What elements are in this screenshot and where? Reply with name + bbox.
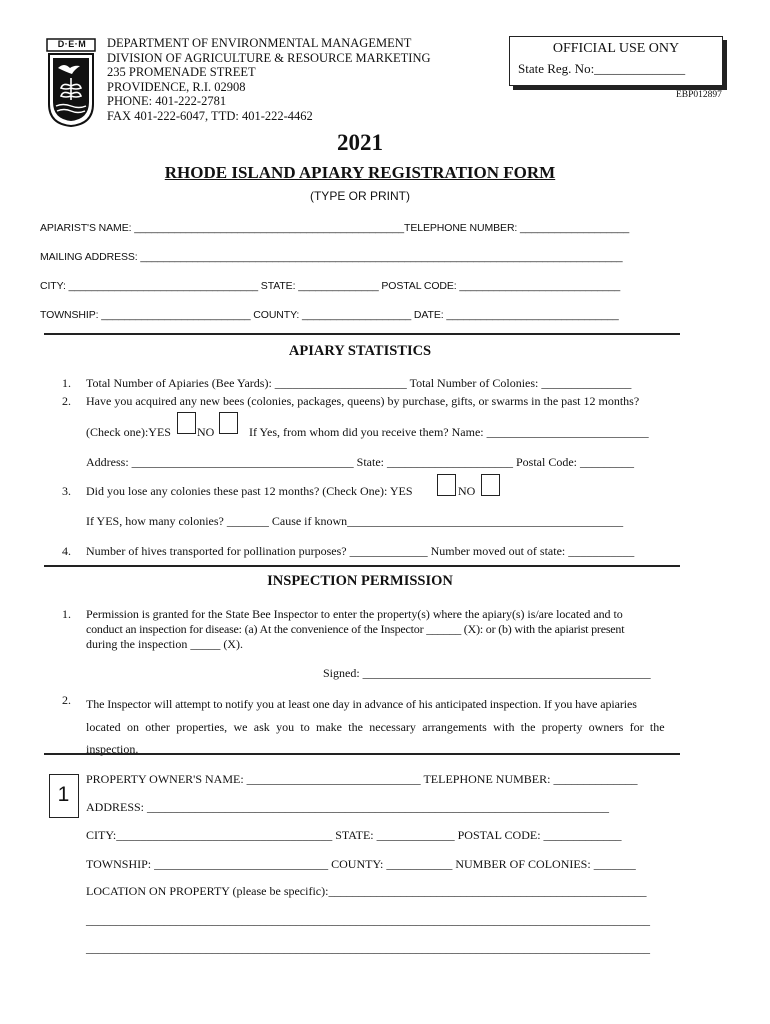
state-reg-field[interactable]: State Reg. No:______________ (518, 61, 686, 76)
notification-line: inspection. (86, 742, 139, 756)
form-code: EBP012897 (676, 90, 722, 100)
agency-line: PHONE: 401-222-2781 (107, 94, 227, 109)
property-number-box (49, 774, 79, 818)
apiarist-name-field[interactable]: APIARIST'S NAME: _______________________________________________TELEPHONE NUMBER: ___________________ (40, 222, 630, 234)
agency-line: 235 PROMENADE STREET (107, 65, 256, 80)
agency-line: DIVISION OF AGRICULTURE & RESOURCE MARKETING (107, 50, 431, 65)
lost-colonies-question: Did you lose any colonies these past 12 months? (Check One): YES (86, 484, 413, 498)
permission-line: Permission is granted for the State Bee Inspector to enter the property(s) where the apiary(s) is/are located and to (86, 607, 623, 621)
official-use-title: OFFICIAL USE ONY (552, 41, 680, 56)
section-divider (44, 753, 680, 755)
form-year: 2021 (337, 130, 383, 155)
agency-line: DEPARTMENT OF ENVIRONMENTAL MANAGEMENT (107, 36, 412, 50)
lost-colonies-count-field[interactable]: If YES, how many colonies? _______ Cause if known______________________________________________ (86, 514, 624, 528)
notification-line: The Inspector will attempt to notify you at least one day in advance of his anticipated inspection. If you have apiaries (86, 697, 637, 711)
official-use-box (509, 36, 723, 86)
signature-field[interactable]: Signed: ________________________________________________ (323, 666, 651, 680)
question-number: 2. (62, 394, 71, 408)
form-title: RHODE ISLAND APIARY REGISTRATION FORM (164, 163, 556, 182)
question-number: 4. (62, 544, 71, 558)
property-location-field[interactable]: LOCATION ON PROPERTY (please be specific):_____________________________________________________ (86, 884, 647, 898)
property-location-blank-line[interactable]: ______________________________________________________________________________________________ (86, 941, 650, 955)
property-city-field[interactable]: CITY:____________________________________ STATE: _____________ POSTAL CODE: _____________ (86, 828, 622, 842)
q2-no-label: NO (197, 425, 215, 439)
notification-line: located on other properties, we ask you to make the necessary arrangements with the property owners for the (86, 719, 665, 734)
agency-address-block (107, 36, 431, 124)
hives-transported-field[interactable]: Number of hives transported for pollination purposes? _____________ Number moved out of state: ___________ (86, 544, 635, 558)
agency-line: FAX 401-222-6047, TTD: 401-222-4462 (107, 108, 313, 123)
q3-no-checkbox[interactable] (481, 474, 500, 496)
question-number: 3. (62, 484, 71, 498)
q2-source-name-field[interactable]: If Yes, from whom did you receive them? Name: ___________________________ (249, 425, 649, 439)
permission-paragraph (86, 607, 624, 652)
logo-text: D·E·M (57, 39, 87, 49)
q3-no-label: NO (458, 484, 476, 498)
section-divider (44, 565, 680, 567)
property-township-field[interactable]: TOWNSHIP: _____________________________ COUNTY: ___________ NUMBER OF COLONIES: _______ (86, 857, 636, 871)
new-bees-question: Have you acquired any new bees (colonies, packages, queens) by purchase, gifts, or swarms in the past 12 months? (86, 394, 640, 408)
inspection-permission-heading: INSPECTION PERMISSION (267, 573, 453, 589)
item-number: 2. (62, 693, 71, 707)
apiary-statistics-heading: APIARY STATISTICS (288, 343, 432, 359)
property-number: 1 (57, 783, 70, 806)
agency-line: PROVIDENCE, R.I. 02908 (107, 79, 246, 94)
property-address-field[interactable]: ADDRESS: _____________________________________________________________________________ (86, 800, 610, 814)
q2-check-label: (Check one):YES (86, 425, 171, 439)
q3-yes-checkbox[interactable] (437, 474, 456, 496)
q2-yes-checkbox[interactable] (177, 412, 196, 434)
property-owner-field[interactable]: PROPERTY OWNER'S NAME: _____________________________ TELEPHONE NUMBER: ______________ (86, 772, 638, 786)
question-number: 1. (62, 376, 71, 390)
section-divider (44, 333, 680, 335)
dem-seal-icon (46, 38, 96, 128)
dem-logo (46, 38, 96, 128)
permission-line[interactable]: conduct an inspection for disease: (a) At the convenience of the Inspector ______ (X): or (b) with the apiarist present (86, 622, 625, 636)
notification-paragraph (86, 693, 665, 761)
township-county-date-field[interactable]: TOWNSHIP: __________________________ COUNTY: ___________________ DATE: ______________________________ (40, 309, 619, 321)
q2-address-field[interactable]: Address: _____________________________________ State: _____________________ Postal Code: _________ (86, 455, 634, 469)
permission-line[interactable]: during the inspection _____ (X). (86, 637, 243, 651)
q2-no-checkbox[interactable] (219, 412, 238, 434)
type-or-print-instruction: (TYPE OR PRINT) (309, 189, 410, 203)
city-state-postal-field[interactable]: CITY: _________________________________ STATE: ______________ POSTAL CODE: ____________________________ (40, 280, 621, 292)
property-location-blank-line[interactable]: ______________________________________________________________________________________________ (86, 913, 650, 927)
apiaries-colonies-field[interactable]: Total Number of Apiaries (Bee Yards): ______________________ Total Number of Colonies: _______________ (86, 376, 632, 390)
item-number: 1. (62, 607, 71, 621)
mailing-address-field[interactable]: MAILING ADDRESS: ____________________________________________________________________________________ (40, 251, 623, 263)
